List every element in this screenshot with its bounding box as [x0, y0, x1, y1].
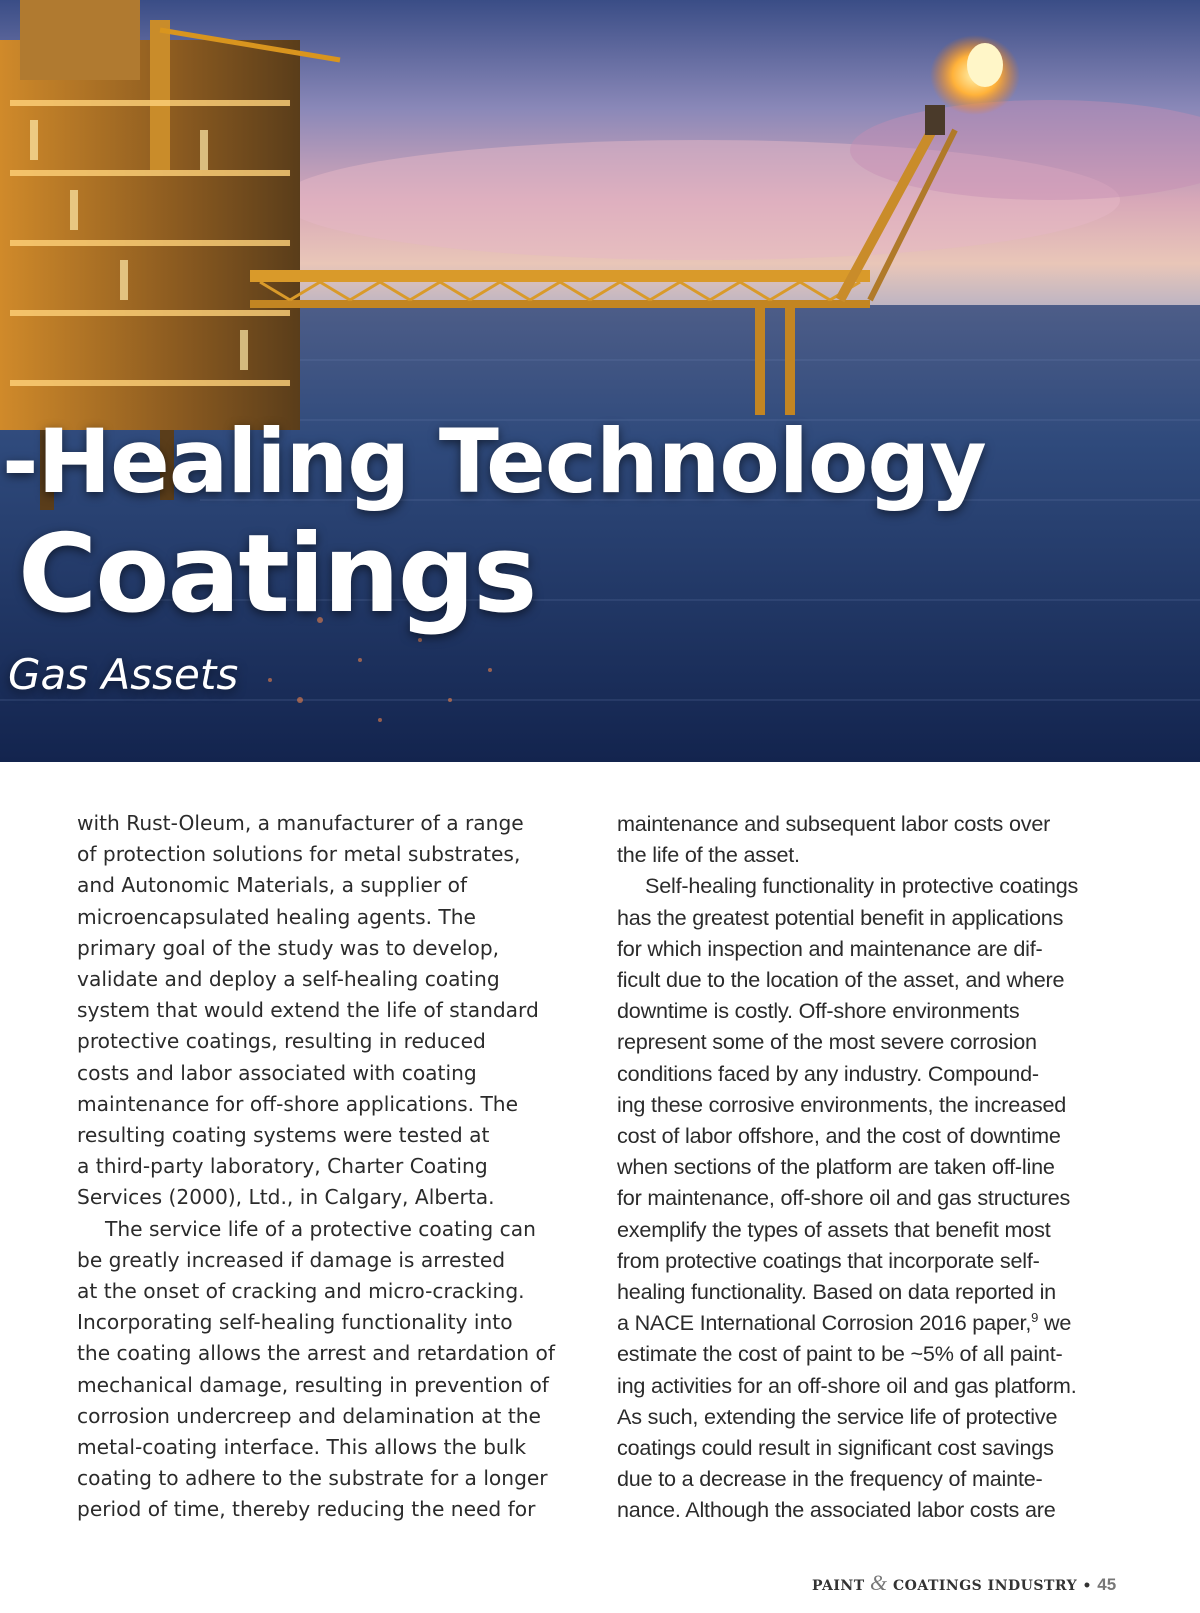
text-line: when sections of the platform are taken off-line	[617, 1154, 1055, 1180]
text-line: for which inspection and maintenance are dif-	[617, 935, 1043, 961]
text-line: cost of labor offshore, and the cost of downtime	[617, 1123, 1061, 1149]
text-line: system that would extend the life of standard	[77, 998, 539, 1023]
text-line: Incorporating self-healing functionality into	[77, 1310, 513, 1335]
text-line: healing functionality. Based on data reported in	[617, 1279, 1056, 1305]
footnote-ref: 9	[1031, 1310, 1039, 1326]
text-line: validate and deploy a self-healing coating	[77, 967, 500, 992]
text-line: ing these corrosive environments, the increased	[617, 1091, 1067, 1117]
text-line: resulting coating systems were tested at	[77, 1123, 490, 1148]
text-line: the life of the asset.	[617, 842, 800, 868]
title-line-1: -Healing Technology	[2, 410, 986, 513]
title-subline: Gas Assets	[8, 650, 239, 699]
text-line: due to a decrease in the frequency of mainte-	[617, 1466, 1043, 1492]
title-line-2: Coatings	[18, 512, 536, 637]
text-line: As such, extending the service life of protective	[617, 1403, 1058, 1429]
text-line: from protective coatings that incorporate self-	[617, 1247, 1040, 1273]
text-line: microencapsulated healing agents. The	[77, 904, 476, 929]
text-line: a NACE International Corrosion 2016 paper,	[617, 1310, 1032, 1336]
footer-bullet: •	[1082, 1578, 1092, 1594]
text-line: at the onset of cracking and micro-cracking.	[77, 1279, 525, 1304]
text-line: of protection solutions for metal substrates,	[77, 842, 521, 867]
text-line: coating to adhere to the substrate for a longer	[77, 1466, 548, 1491]
left-text-column	[77, 808, 577, 1526]
text-line: corrosion undercreep and delamination at the	[77, 1403, 541, 1428]
text-line-tail: we	[1038, 1310, 1072, 1336]
text-line: protective coatings, resulting in reduced	[77, 1029, 486, 1054]
text-line: primary goal of the study was to develop,	[77, 935, 500, 960]
text-line: with Rust-Oleum, a manufacturer of a range	[77, 811, 524, 835]
text-line: coatings could result in significant cost savings	[617, 1435, 1054, 1461]
text-line: Services (2000), Ltd., in Calgary, Alberta.	[77, 1185, 495, 1210]
text-line: period of time, thereby reducing the need for	[77, 1497, 536, 1522]
magazine-name-part2: COATINGS INDUSTRY	[893, 1578, 1078, 1594]
text-line: a third-party laboratory, Charter Coating	[77, 1154, 488, 1179]
text-line-with-footnote	[617, 1307, 1122, 1338]
hero-photo	[0, 0, 1200, 762]
page-footer	[812, 1570, 1122, 1596]
text-line: has the greatest potential benefit in applications	[617, 904, 1064, 930]
text-line: conditions faced by any industry. Compound-	[617, 1060, 1039, 1086]
right-text-column	[617, 808, 1122, 1526]
magazine-name-part1: PAINT	[812, 1578, 865, 1594]
text-line: maintenance for off-shore applications. The	[77, 1091, 518, 1116]
text-line: exemplify the types of assets that benefit most	[617, 1216, 1051, 1242]
ampersand: &	[870, 1570, 888, 1595]
text-line: metal-coating interface. This allows the bulk	[77, 1435, 527, 1460]
text-line: represent some of the most severe corrosion	[617, 1029, 1037, 1055]
text-line: estimate the cost of paint to be ~5% of all paint-	[617, 1341, 1063, 1367]
text-line: maintenance and subsequent labor costs over	[617, 811, 1051, 836]
page-number: 45	[1097, 1575, 1117, 1594]
offshore-platform-image	[0, 0, 1200, 762]
text-line: The service life of a protective coating can	[105, 1216, 536, 1241]
text-line: nance. Although the associated labor costs are	[617, 1497, 1056, 1523]
text-line: be greatly increased if damage is arrested	[77, 1247, 506, 1272]
text-line: ficult due to the location of the asset, and where	[617, 967, 1065, 993]
text-line: the coating allows the arrest and retardation of	[77, 1341, 555, 1366]
text-line: for maintenance, off-shore oil and gas structures	[617, 1185, 1071, 1211]
text-line: costs and labor associated with coating	[77, 1060, 477, 1085]
text-line: downtime is costly. Off-shore environments	[617, 998, 1020, 1024]
text-line: and Autonomic Materials, a supplier of	[77, 873, 468, 898]
text-line: ing activities for an off-shore oil and gas platform.	[617, 1372, 1077, 1398]
text-line: Self-healing functionality in protective coatings	[645, 873, 1079, 899]
text-line: mechanical damage, resulting in prevention of	[77, 1372, 549, 1397]
